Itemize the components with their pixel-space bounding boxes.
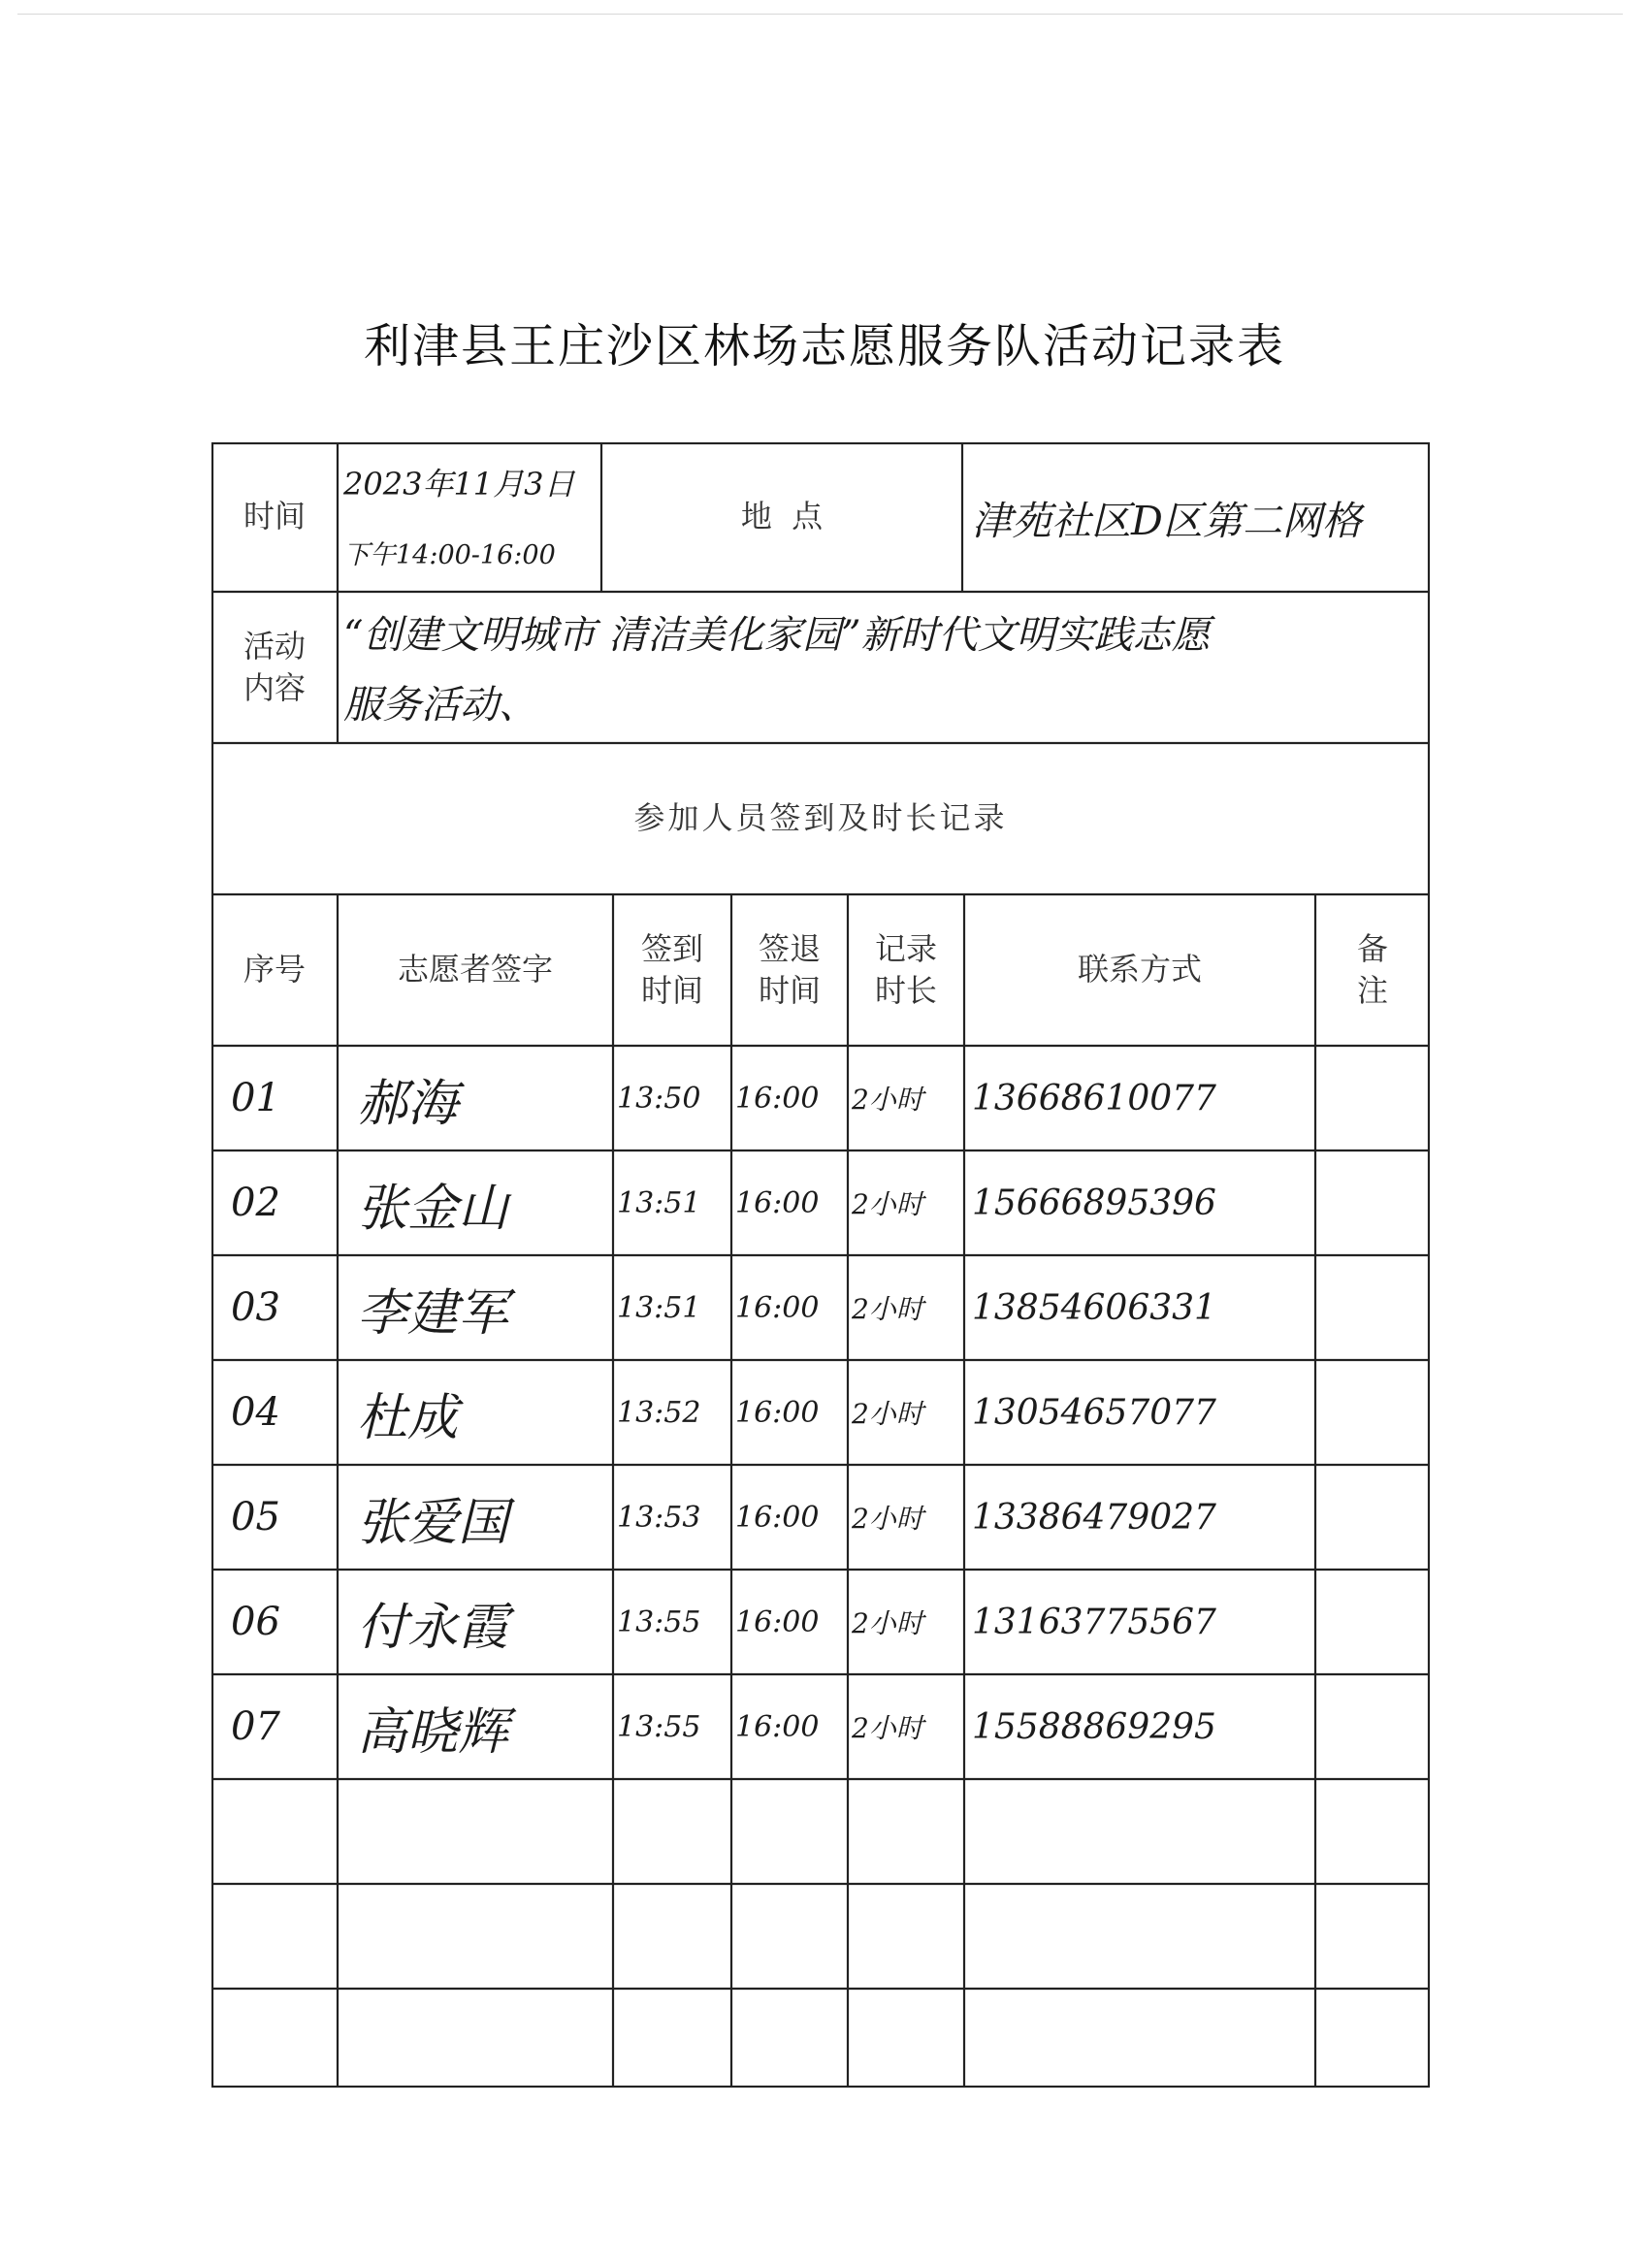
content-value-line1: “创建文明城市 清洁美化家园”新时代文明实践志愿 <box>343 612 1211 658</box>
scan-edge <box>17 14 1623 15</box>
time-label: 时间 <box>242 498 306 535</box>
row-seq: 03 <box>231 1285 280 1330</box>
row-signout: 16:00 <box>735 1395 820 1430</box>
row-duration: 2小时 <box>852 1712 923 1744</box>
row-signout: 16:00 <box>735 1290 820 1325</box>
row-signout: 16:00 <box>735 1709 820 1744</box>
row-signature: 付永霞 <box>357 1598 509 1657</box>
row-seq: 07 <box>231 1704 280 1749</box>
row-signin: 13:53 <box>617 1500 701 1535</box>
row-signout: 16:00 <box>735 1500 820 1535</box>
row-signature: 张爱国 <box>357 1493 509 1552</box>
content-label-line1: 活动 <box>242 627 306 664</box>
col-header-remark-l1: 备 <box>1356 929 1388 967</box>
col-header-signout <box>731 894 848 1046</box>
col-header-signout-l1: 签退 <box>758 929 821 967</box>
col-header-signout-l2: 时间 <box>758 972 821 1009</box>
row-phone: 13386479027 <box>972 1497 1216 1538</box>
record-table <box>211 442 1430 2088</box>
row-signin: 13:52 <box>617 1395 701 1430</box>
place-label: 地 点 <box>740 498 824 535</box>
row-phone: 13163775567 <box>972 1602 1216 1642</box>
row-signout: 16:00 <box>735 1081 820 1116</box>
col-header-duration <box>848 894 964 1046</box>
time-value-date: 2023年11月3日 <box>343 466 575 502</box>
content-label-line2: 内容 <box>242 669 306 706</box>
col-header-name: 志愿者签字 <box>397 951 553 988</box>
row-duration: 2小时 <box>852 1084 923 1116</box>
row-phone: 13054657077 <box>972 1392 1216 1433</box>
document-title: 利津县王庄沙区林场志愿服务队活动记录表 <box>363 319 1285 373</box>
col-header-duration-l1: 记录 <box>874 929 937 967</box>
row-signature: 高晓辉 <box>357 1702 509 1762</box>
row-phone: 15588869295 <box>972 1706 1216 1747</box>
time-value-hours: 下午14:00-16:00 <box>343 539 556 570</box>
row-phone: 13854606331 <box>972 1287 1216 1328</box>
place-value: 津苑社区D区第二网格 <box>972 497 1362 544</box>
col-header-remark <box>1315 894 1430 1046</box>
row-seq: 06 <box>231 1600 280 1644</box>
col-header-signin <box>613 894 731 1046</box>
col-header-contact: 联系方式 <box>1077 951 1202 988</box>
row-signature: 郝海 <box>357 1074 459 1133</box>
row-signature: 李建军 <box>357 1283 509 1343</box>
row-seq: 05 <box>231 1495 280 1539</box>
row-signout: 16:00 <box>735 1185 820 1220</box>
row-signin: 13:51 <box>617 1185 701 1220</box>
row-seq: 01 <box>231 1076 280 1120</box>
col-header-duration-l2: 时长 <box>874 972 937 1009</box>
row-signin: 13:51 <box>617 1290 701 1325</box>
row-signin: 13:50 <box>617 1081 701 1116</box>
row-phone: 13668610077 <box>972 1078 1216 1118</box>
content-value-line2: 服务活动、 <box>343 682 537 728</box>
row-duration: 2小时 <box>852 1188 923 1220</box>
row-signin: 13:55 <box>617 1604 701 1639</box>
row-seq: 04 <box>231 1390 280 1435</box>
section-title: 参加人员签到及时长记录 <box>633 799 1008 837</box>
row-seq: 02 <box>231 1181 280 1225</box>
row-signature: 杜成 <box>357 1388 459 1447</box>
row-duration: 2小时 <box>852 1607 923 1639</box>
col-header-seq: 序号 <box>242 951 306 988</box>
row-duration: 2小时 <box>852 1398 923 1430</box>
row-duration: 2小时 <box>852 1503 923 1535</box>
row-phone: 15666895396 <box>972 1183 1216 1223</box>
col-header-signin-l2: 时间 <box>640 972 703 1009</box>
col-header-signin-l1: 签到 <box>640 929 703 967</box>
row-signout: 16:00 <box>735 1604 820 1639</box>
row-duration: 2小时 <box>852 1293 923 1325</box>
row-signature: 张金山 <box>357 1179 509 1238</box>
row-signin: 13:55 <box>617 1709 701 1744</box>
col-header-remark-l2: 注 <box>1356 972 1388 1009</box>
